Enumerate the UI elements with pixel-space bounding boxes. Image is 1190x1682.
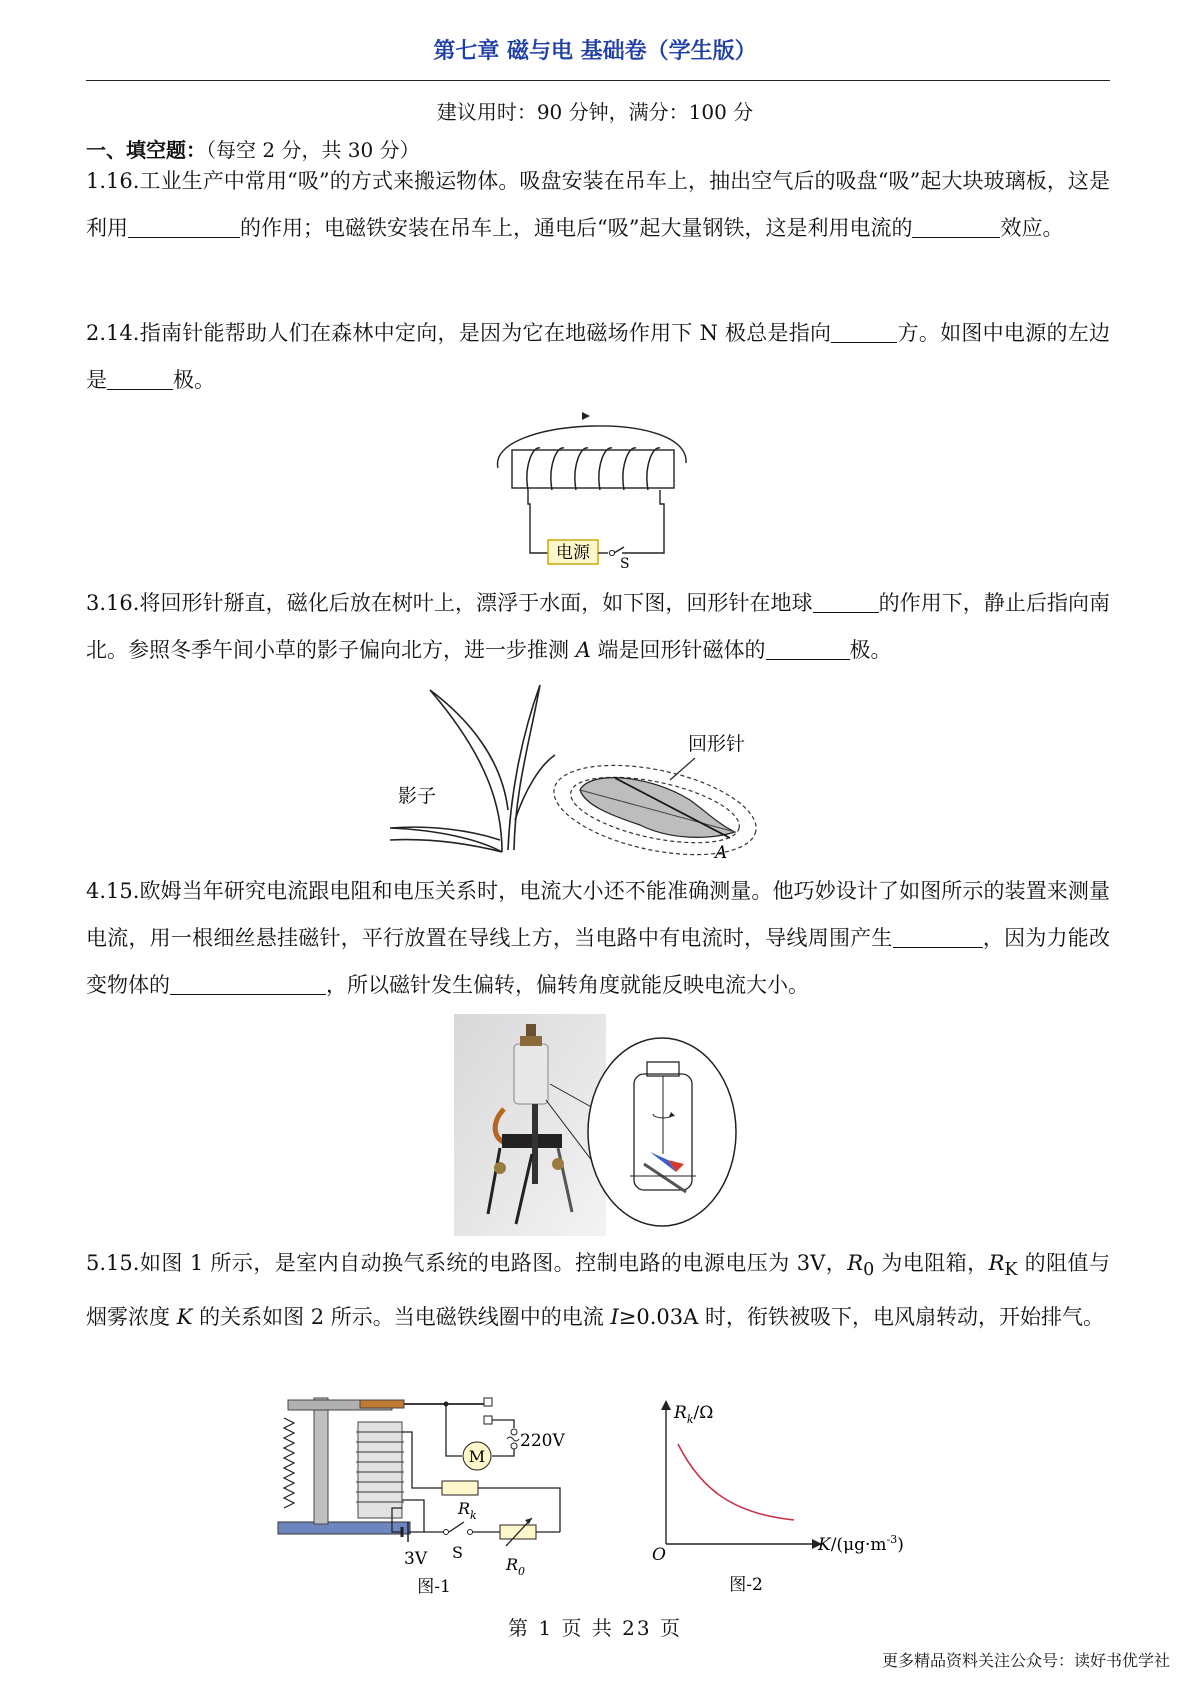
footer-note: 更多精品资料关注公众号：读好书优学社: [881, 1651, 1170, 1670]
question-3: [86, 580, 1110, 674]
q3-blank-1[interactable]: [813, 591, 879, 613]
battery-voltage-label: 3V: [404, 1549, 428, 1569]
coil-figure: [490, 408, 700, 568]
q3-text-b: 的作用下，静止后指向南北。参照冬季午间小草的影子偏向北方，进一步推测: [86, 591, 1110, 662]
q5-text-c: 的阻值与烟雾浓度: [86, 1251, 1110, 1330]
q1-blank-1[interactable]: [128, 216, 240, 238]
question-5: [86, 1240, 1110, 1341]
q1-text-a: 1.16.工业生产中常用“吸”的方式来搬运物体。吸盘安装在吊车上，抽出空气后的吸盘“吸”起大块玻璃板，这是利用: [86, 169, 1110, 240]
question-1: [86, 158, 1110, 252]
q5-r0: R: [847, 1251, 864, 1275]
q3-text-c: 端是回形针磁体的: [590, 638, 766, 662]
question-2: [86, 310, 1110, 404]
page-title: 第七章 磁与电 基础卷（学生版）: [433, 39, 757, 64]
q5-rk-sub: K: [1004, 1260, 1018, 1281]
figure-1-circuit: [274, 1392, 604, 1597]
figure-2-graph: [646, 1394, 916, 1596]
motor-label: M: [468, 1447, 486, 1466]
rk-label: $R_k$: [458, 1499, 477, 1522]
q5-text-a: 5.15.如图 1 所示，是室内自动换气系统的电路图。控制电路的电源电压为 3V，: [86, 1251, 848, 1275]
ac-voltage-label: 220V: [520, 1431, 565, 1451]
r0-label: $R_0$: [506, 1555, 526, 1578]
page-number: 第 1 页 共 23 页: [508, 1616, 682, 1640]
q2-text-a: 2.14.指南针能帮助人们在森林中定向，是因为它在地磁场作用下 N 极总是指向: [86, 321, 832, 345]
time-score-note: 建议用时：90 分钟，满分：100 分: [436, 100, 754, 124]
grass-leaf-figure: [390, 680, 810, 860]
q1-blank-2[interactable]: [912, 216, 1000, 238]
q4-text-b: ，因为力能改变物体的: [86, 926, 1111, 997]
q5-text-d: 的关系如图 2 所示。当电磁铁线圈中的电流: [192, 1305, 611, 1330]
clip-label: 回形针: [688, 733, 746, 755]
q4-blank-1[interactable]: [893, 926, 983, 948]
q5-text-b: 为电阻箱，: [874, 1251, 989, 1275]
shadow-label: 影子: [398, 785, 437, 807]
q3-text-a: 3.16.将回形针掰直，磁化后放在树叶上，漂浮于水面，如下图，回形针在地球: [86, 591, 813, 615]
figure-2-caption: 图-2: [729, 1575, 763, 1595]
q5-rk: R: [988, 1251, 1005, 1275]
q2-blank-2[interactable]: [107, 368, 173, 390]
figure-1-caption: 图-1: [417, 1577, 451, 1597]
q3-text-d: 极。: [849, 638, 892, 662]
q4-text-c: ，所以磁针发生偏转，偏转角度就能反映电流大小。: [326, 973, 809, 997]
section-label: 一、填空题：: [86, 138, 206, 162]
q1-text-c: 效应。: [1000, 216, 1064, 240]
control-switch-label: S: [452, 1543, 463, 1562]
q4-text-a: 4.15.欧姆当年研究电流跟电阻和电压关系时，电流大小还不能准确测量。他巧妙设计了如图所示的装置来测量电流，用一根细丝悬挂磁针，平行放置在导线上方，当电路中有电流时，导线周围产生: [86, 879, 1110, 950]
q1-text-b: 的作用；电磁铁安装在吊车上，通电后“吸”起大量钢铁，这是利用电流的: [240, 216, 913, 240]
q2-text-c: 极。: [173, 368, 215, 392]
q5-i: I: [610, 1305, 619, 1330]
section-note: （每空 2 分，共 30 分）: [206, 138, 420, 162]
q2-blank-1[interactable]: [831, 321, 897, 343]
q3-blank-2[interactable]: [766, 638, 850, 660]
q2-text-b: 方。如图中电源的左边是: [86, 321, 1111, 392]
rk-curve: [678, 1444, 794, 1520]
end-a-label: A: [715, 843, 728, 860]
q5-r0-sub: 0: [863, 1260, 875, 1281]
q5-text-e: ≥0.03A 时，衔铁被吸下，电风扇转动，开始排气。: [618, 1305, 1104, 1330]
power-source-label: 电源: [556, 543, 590, 563]
q5-k: K: [176, 1305, 193, 1330]
header-rule: [86, 80, 1110, 81]
q4-blank-2[interactable]: [170, 973, 326, 995]
galvanometer-figure: [454, 1014, 740, 1236]
q3-var-a: A: [575, 638, 591, 662]
coil-switch-label: S: [620, 556, 630, 568]
origin-label: O: [652, 1545, 666, 1565]
x-axis-label: $K/(\mu g\cdot m^{-3})$: [818, 1533, 904, 1555]
y-axis-label: $R_k/\Omega$: [674, 1403, 714, 1426]
question-4: [86, 868, 1110, 1009]
